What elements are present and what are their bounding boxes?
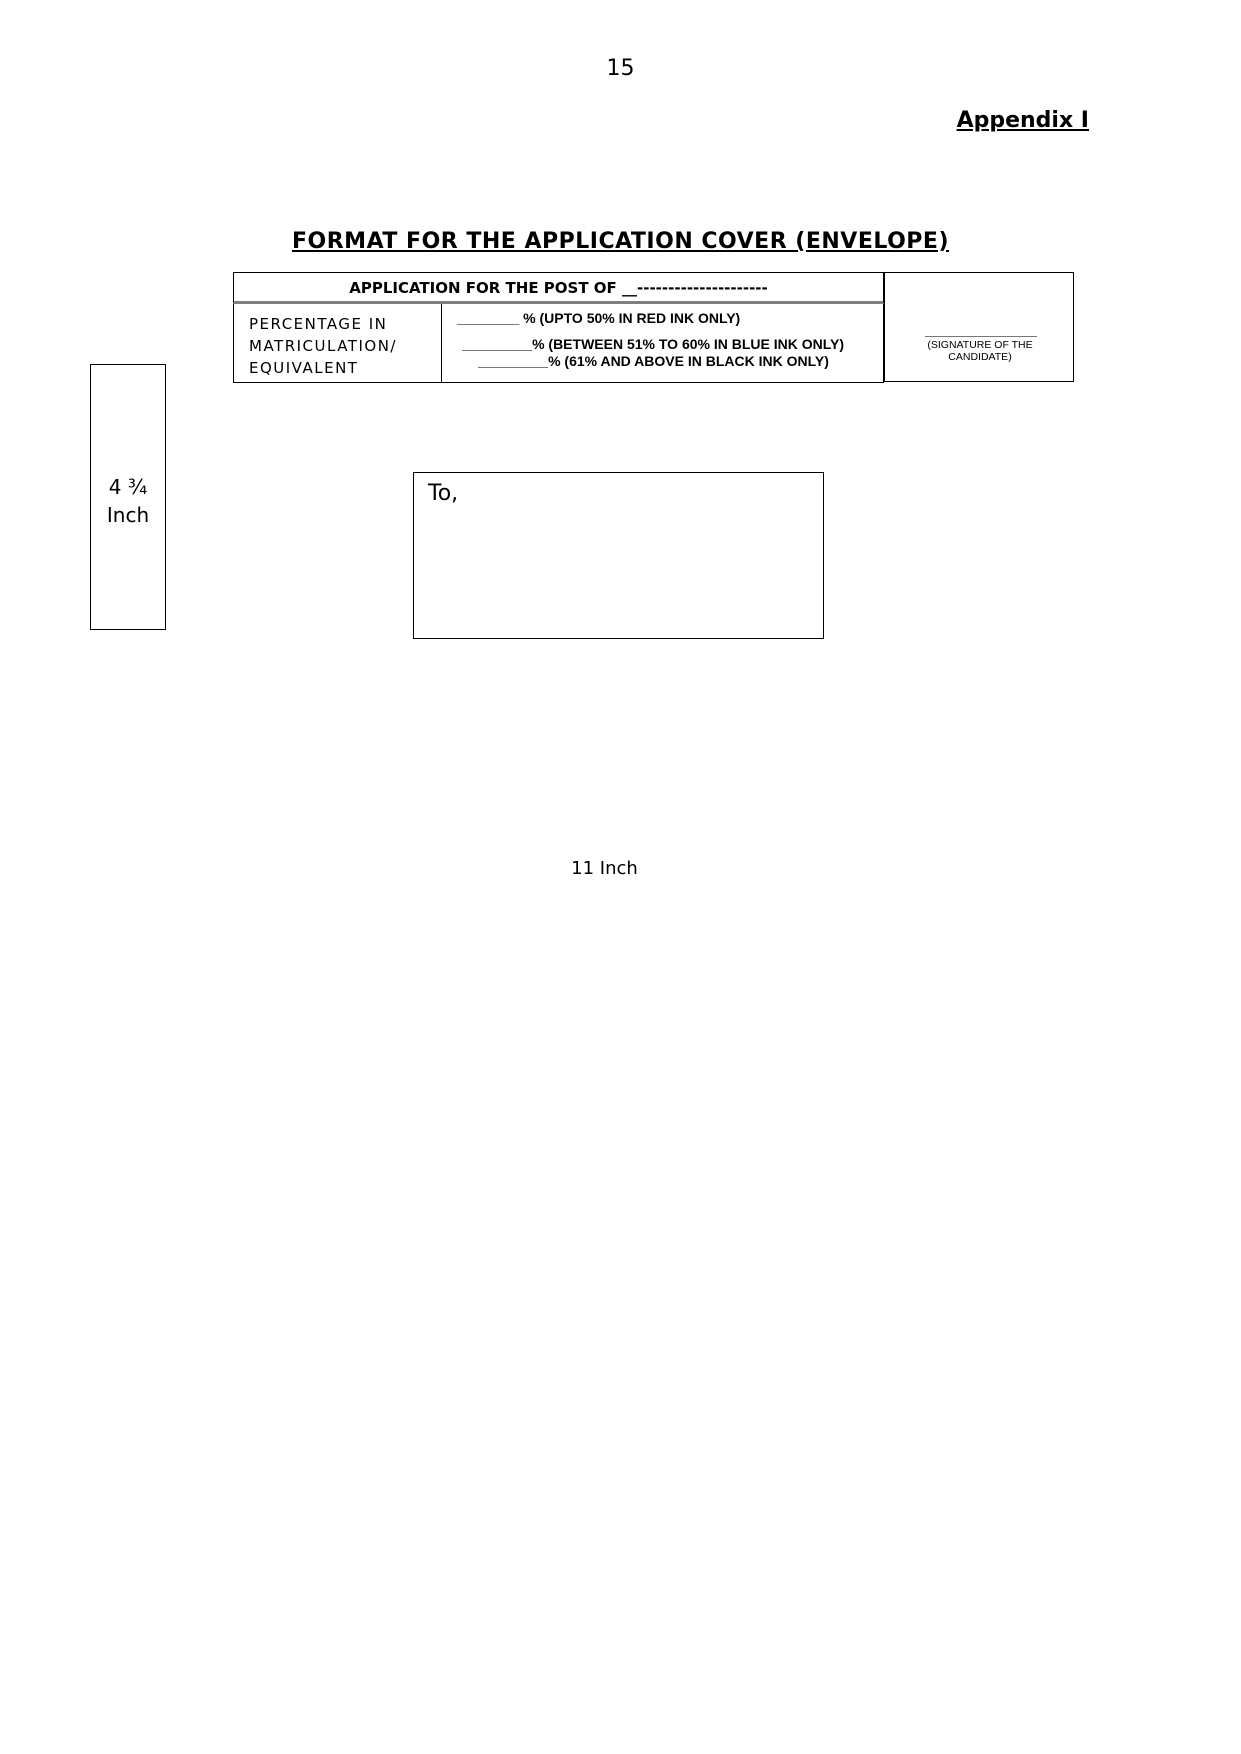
height-label <box>91 473 165 529</box>
percentage-red-ink-line: ________ % (UPTO 50% IN RED INK ONLY) <box>457 310 741 326</box>
signature-caption <box>885 339 1075 363</box>
envelope-width-label: 11 Inch <box>571 858 638 879</box>
percentage-values-cell <box>441 304 884 383</box>
appendix-title: Appendix I <box>956 108 1089 133</box>
percentage-label-line: MATRICULATION/ <box>249 337 397 355</box>
application-header-table <box>233 272 884 383</box>
percentage-label-line: PERCENTAGE IN <box>249 315 388 333</box>
address-box <box>413 472 824 639</box>
signature-caption-line: (SIGNATURE OF THE <box>927 339 1033 351</box>
signature-box <box>884 272 1074 382</box>
signature-line <box>925 336 1037 337</box>
post-applied-row: APPLICATION FOR THE POST OF __--------------------- <box>233 272 884 304</box>
height-unit: Inch <box>106 503 150 527</box>
envelope-height-indicator <box>90 364 166 630</box>
percentage-black-ink-line: _________% (61% AND ABOVE IN BLACK INK ONLY) <box>478 353 829 369</box>
page-number: 15 <box>606 56 635 81</box>
percentage-blue-ink-line: _________% (BETWEEN 51% TO 60% IN BLUE INK ONLY) <box>462 336 845 352</box>
height-value: 4 ¾ <box>108 475 148 499</box>
address-salutation: To, <box>428 481 459 506</box>
percentage-label-cell <box>233 304 442 383</box>
signature-caption-line: CANDIDATE) <box>948 351 1012 363</box>
percentage-label-line: EQUIVALENT <box>249 359 359 377</box>
main-title: FORMAT FOR THE APPLICATION COVER (ENVELOPE) <box>292 229 949 254</box>
